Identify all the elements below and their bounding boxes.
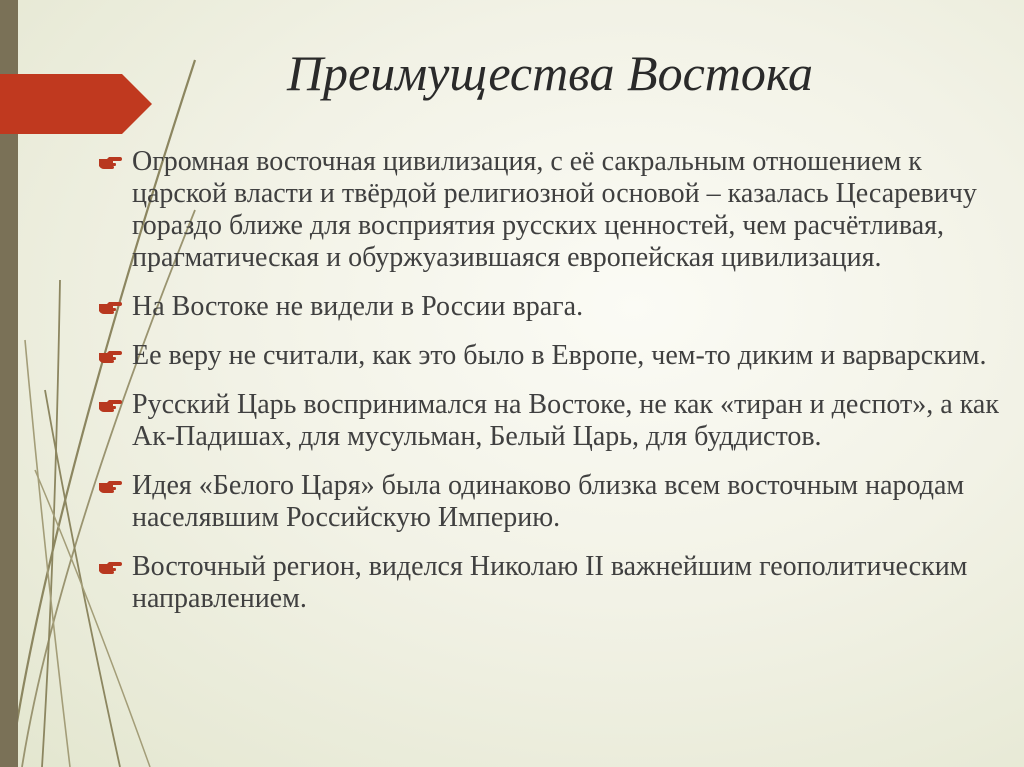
hand-pointer-right-icon xyxy=(98,154,122,170)
slide-title: Преимущества Востока xyxy=(286,45,814,101)
bullet-item xyxy=(98,389,1008,453)
hand-pointer-right-icon xyxy=(98,397,122,413)
bullet-item xyxy=(98,470,1008,534)
hand-pointer-right-icon xyxy=(98,559,122,575)
bullet-text: На Востоке не видели в России врага. xyxy=(132,291,584,322)
bullet-text: Огромная восточная цивилизация, с её сакральным отношением к царской власти и твёрдой религиозной основой – казалась Цесаревичу гораздо ближе для восприятия русских ценностей, чем расчётливая, прагматическая и обуржуазившаяся европейская цивилизация. xyxy=(132,146,977,273)
bullet-item xyxy=(98,291,1008,323)
hand-pointer-right-icon xyxy=(98,299,122,315)
bullet-item xyxy=(98,146,1008,274)
bullet-item xyxy=(98,551,1008,615)
bullet-text: Идея «Белого Царя» была одинаково близка всем восточным народам населявшим Российскую Империю. xyxy=(132,470,965,533)
hand-pointer-right-icon xyxy=(98,478,122,494)
bullet-text: Восточный регион, виделся Николаю II важнейшим геополитическим направлением. xyxy=(132,551,968,614)
bullet-text: Русский Царь воспринимался на Востоке, не как «тиран и деспот», а как Ак-Падишах, для мусульман, Белый Царь, для буддистов. xyxy=(132,389,999,452)
bullet-list xyxy=(98,146,1008,632)
hand-pointer-right-icon xyxy=(98,348,122,364)
bullet-text: Ее веру не считали, как это было в Европе, чем-то диким и варварским. xyxy=(132,340,987,371)
bullet-item xyxy=(98,340,1008,372)
